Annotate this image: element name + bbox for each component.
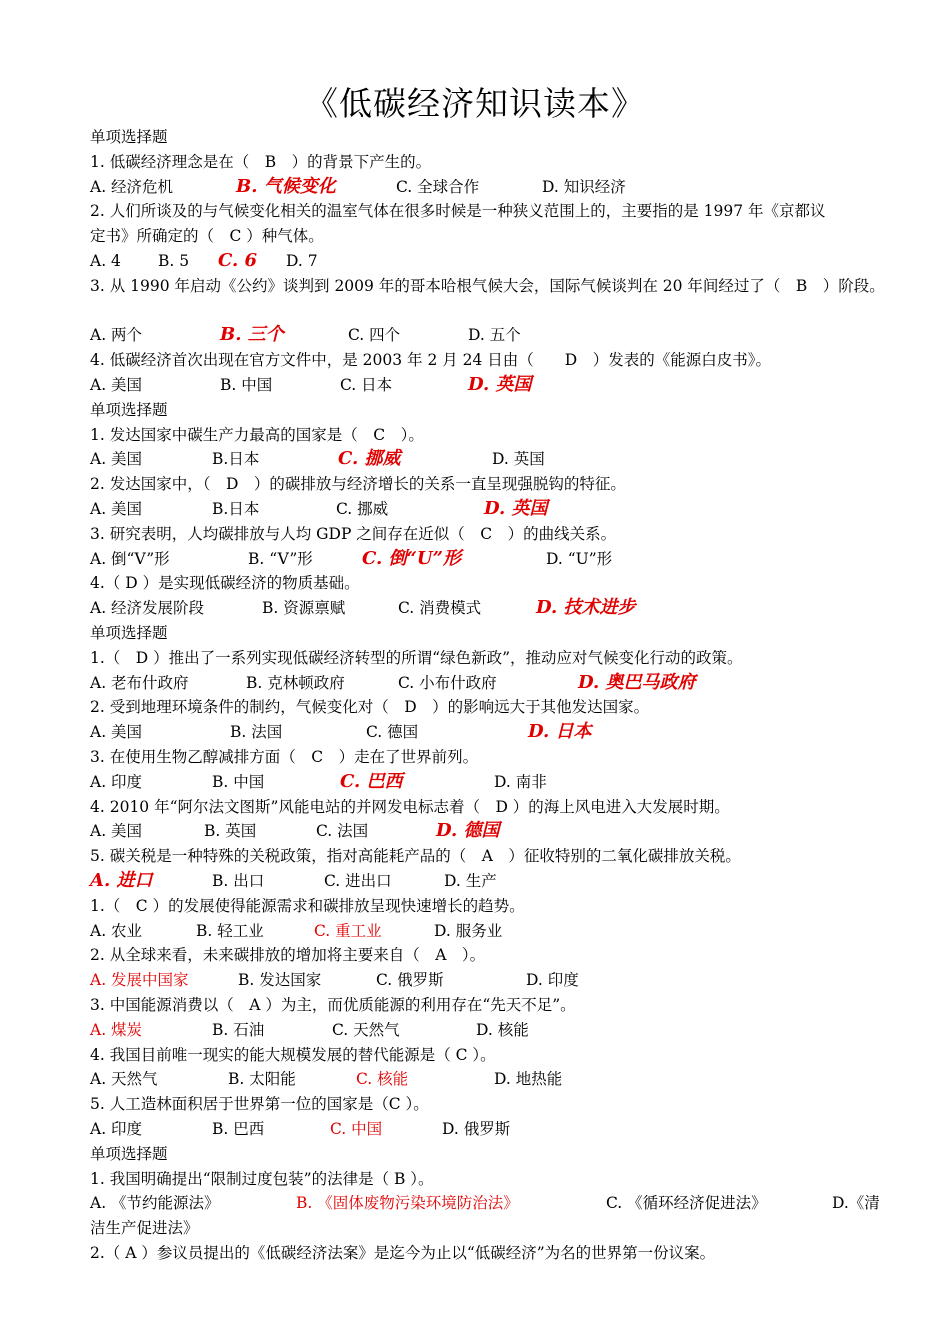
section-heading: 单项选择题 — [90, 400, 168, 419]
answer-option: C. 挪威 — [338, 448, 401, 470]
option: D. 英国 — [492, 450, 545, 469]
question-text: 5. 碳关税是一种特殊的关税政策，指对高能耗产品的（ A ）征收特别的二氧化碳排放关税。 — [90, 847, 741, 866]
option: B. 发达国家 — [238, 971, 322, 990]
answer-option: A. 煤炭 — [90, 1020, 143, 1039]
option: B. 轻工业 — [196, 921, 264, 940]
option: B. 资源禀赋 — [262, 599, 346, 618]
option: A. 美国 — [90, 723, 143, 742]
option: B. 5 — [158, 252, 190, 270]
option: C. 小布什政府 — [398, 673, 497, 692]
option: B. 中国 — [212, 772, 265, 791]
answer-option: C. 重工业 — [314, 921, 382, 940]
answer-option: C. 核能 — [356, 1070, 409, 1089]
option: B. 法国 — [230, 723, 283, 742]
question-text: 2. 人们所谈及的与气候变化相关的温室气体在很多时候是一种狭义范围上的，主要指的是 1997 年《京都议 — [90, 202, 826, 221]
option: A. 美国 — [90, 822, 143, 841]
option: C. 全球合作 — [396, 177, 480, 196]
option: D. 俄罗斯 — [442, 1120, 511, 1138]
option: D.《清 — [832, 1194, 880, 1213]
answer-option: D. 奥巴马政府 — [578, 671, 696, 693]
option: A. 印度 — [90, 772, 143, 791]
question-text: 1. 发达国家中碳生产力最高的国家是（ C ）。 — [90, 425, 424, 444]
option: B. 太阳能 — [228, 1070, 296, 1089]
question-text: 3. 中国能源消费以（ A ）为主，而优质能源的利用存在“先天不足”。 — [90, 996, 576, 1014]
option: A. 倒“V”形 — [90, 549, 170, 568]
option: B. 中国 — [220, 376, 273, 394]
question-text: 4. 低碳经济首次出现在官方文件中，是 2003 年 2 月 24 日由（ D ）发表的《能源白皮书》。 — [90, 351, 771, 370]
option: B. 英国 — [204, 822, 257, 841]
option: A. 《节约能源法》 — [90, 1194, 220, 1213]
option: D. 地热能 — [494, 1070, 563, 1089]
option: D. 五个 — [468, 326, 521, 345]
option: C. 天然气 — [332, 1020, 400, 1039]
option: D. 7 — [286, 252, 318, 270]
option: A. 美国 — [90, 450, 143, 469]
option: A. 老布什政府 — [90, 673, 189, 692]
question-text: 1. 我国明确提出“限制过度包装”的法律是（ B ）。 — [90, 1169, 434, 1188]
option: C. 日本 — [340, 376, 393, 394]
section-heading: 单项选择题 — [90, 624, 168, 642]
option: A. 天然气 — [90, 1070, 158, 1089]
option: B. “V”形 — [248, 549, 313, 568]
question-text: 1.（ D ）推出了一系列实现低碳经济转型的所谓“绿色新政”，推动应对气候变化行动的政策。 — [90, 648, 743, 667]
option: C. 德国 — [366, 723, 419, 742]
option: A. 农业 — [90, 921, 143, 940]
option: A. 经济发展阶段 — [90, 599, 205, 618]
answer-option: C. 巴西 — [340, 770, 403, 792]
option: D. 核能 — [476, 1020, 529, 1039]
question-text: 2. 发达国家中，（ D ）的碳排放与经济增长的关系一直呈现强脱钩的特征。 — [90, 475, 626, 494]
section-heading: 单项选择题 — [90, 128, 168, 146]
section-heading: 单项选择题 — [90, 1144, 168, 1163]
option: D. “U”形 — [546, 549, 613, 568]
question-text: 3. 研究表明，人均碳排放与人均 GDP 之间存在近似（ C ）的曲线关系。 — [90, 524, 617, 543]
question-text: 2. 从全球来看，未来碳排放的增加将主要来自（ A ）。 — [90, 946, 486, 965]
option: A. 经济危机 — [90, 177, 174, 196]
answer-option: B. 气候变化 — [236, 175, 336, 197]
answer-option: B. 三个 — [220, 324, 284, 346]
option: C. 俄罗斯 — [376, 971, 444, 990]
option: C. 进出口 — [324, 872, 392, 890]
answer-option: A. 进口 — [90, 870, 153, 891]
option: B. 巴西 — [212, 1120, 265, 1138]
answer-option: D. 德国 — [436, 820, 500, 842]
question-text: 洁生产促进法》 — [90, 1219, 199, 1238]
answer-option: D. 英国 — [468, 374, 532, 395]
answer-option: C. 6 — [218, 250, 258, 271]
answer-option: D. 英国 — [484, 498, 548, 519]
option: A. 4 — [90, 252, 121, 270]
option: B.日本 — [212, 500, 260, 518]
answer-option: C. 倒“U”形 — [362, 547, 461, 569]
option: D. 南非 — [494, 772, 547, 791]
option: C. 法国 — [316, 822, 369, 841]
question-text: 5. 人工造林面积居于世界第一位的国家是（C ）。 — [90, 1095, 429, 1114]
answer-option: D. 技术进步 — [536, 597, 636, 619]
document-title: 《低碳经济知识读本》 — [305, 84, 645, 123]
option: B.日本 — [212, 450, 260, 469]
option: A. 两个 — [90, 326, 143, 345]
answer-option: D. 日本 — [528, 721, 592, 743]
question-text: 1. 低碳经济理念是在（ B ）的背景下产生的。 — [90, 152, 432, 171]
question-text: 2. 受到地理环境条件的制约，气候变化对（ D ）的影响远大于其他发达国家。 — [90, 698, 650, 717]
option: D. 生产 — [444, 872, 497, 890]
option: B. 石油 — [212, 1020, 265, 1039]
question-text: 4.（ D ）是实现低碳经济的物质基础。 — [90, 574, 360, 593]
option: C. 四个 — [348, 326, 401, 345]
answer-option: C. 中国 — [330, 1120, 383, 1138]
option: D. 印度 — [526, 971, 579, 990]
option: A. 美国 — [90, 500, 143, 518]
question-text: 4. 2010 年“阿尔法文图斯”风能电站的并网发电标志着（ D ）的海上风电进入大发展时期。 — [90, 797, 730, 816]
question-text: 3. 在使用生物乙醇减排方面（ C ）走在了世界前列。 — [90, 748, 479, 766]
option: D. 知识经济 — [542, 177, 626, 196]
answer-option: B. 《固体废物污染环境防治法》 — [296, 1194, 519, 1213]
option: C. 挪威 — [336, 500, 389, 518]
option: C. 消费模式 — [398, 599, 482, 618]
option: B. 出口 — [212, 872, 265, 890]
question-text: 1.（ C ）的发展使得能源需求和碳排放呈现快速增长的趋势。 — [90, 896, 525, 915]
option: B. 克林顿政府 — [246, 673, 345, 692]
option: D. 服务业 — [434, 921, 503, 940]
question-text: 3. 从 1990 年启动《公约》谈判到 2009 年的哥本哈根气候大会，国际气候谈判在 20 年间经过了（ B ）阶段。 — [90, 276, 885, 295]
option: A. 印度 — [90, 1120, 143, 1138]
question-text: 定书》所确定的（ C ）种气体。 — [90, 227, 324, 246]
question-text: 4. 我国目前唯一现实的能大规模发展的替代能源是（ C ）。 — [90, 1045, 496, 1064]
answer-option: A. 发展中国家 — [90, 971, 189, 990]
option: A. 美国 — [90, 376, 143, 394]
option: C. 《循环经济促进法》 — [606, 1194, 767, 1213]
question-text: 2.（ A ）参议员提出的《低碳经济法案》是迄今为止以“低碳经济”为名的世界第一份议案。 — [90, 1244, 716, 1262]
